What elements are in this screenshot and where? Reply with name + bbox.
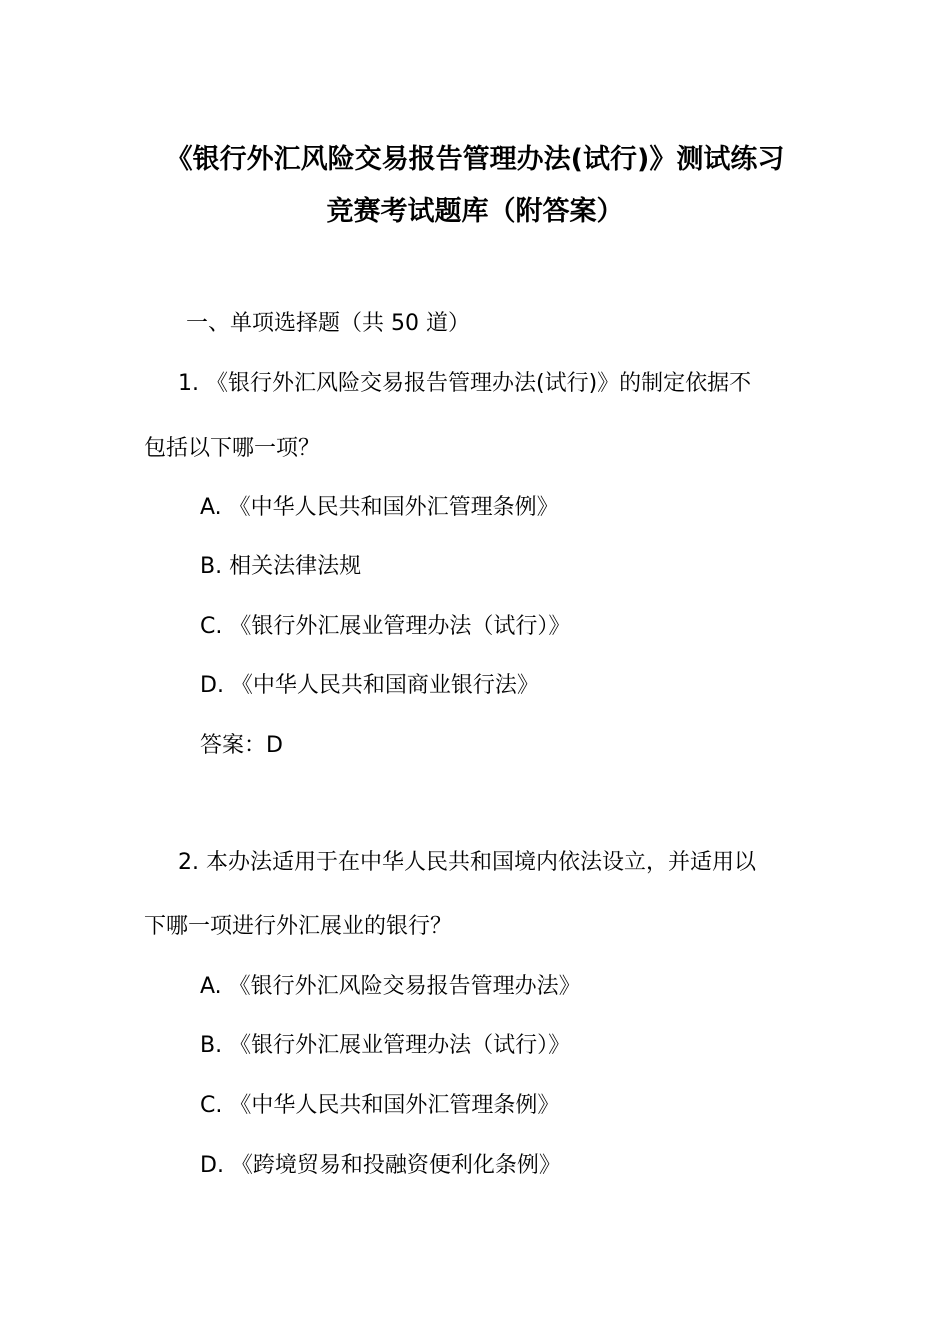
question-1-stem-line-2: 包括以下哪一项？ [144, 436, 321, 461]
document-title-line-1: 《银行外汇风险交易报告管理办法(试行)》测试练习 [165, 144, 785, 175]
section-heading: 一、单项选择题（共 50 道） [186, 311, 470, 336]
question-2-option-c: C. 《中华人民共和国外汇管理条例》 [200, 1093, 560, 1118]
question-1-option-d: D. 《中华人民共和国商业银行法》 [200, 673, 539, 698]
question-2-stem-line-2: 下哪一项进行外汇展业的银行？ [144, 914, 453, 939]
question-1-option-c: C. 《银行外汇展业管理办法（试行）》 [200, 614, 571, 639]
question-2-stem-line-1: 2. 本办法适用于在中华人民共和国境内依法设立，并适用以 [178, 850, 756, 875]
question-1-stem-line-1: 1. 《银行外汇风险交易报告管理办法(试行)》的制定依据不 [178, 371, 752, 396]
document-title-line-2: 竞赛考试题库（附答案） [326, 196, 624, 227]
question-2-option-a: A. 《银行外汇风险交易报告管理办法》 [200, 974, 581, 999]
question-1-answer: 答案：D [200, 733, 283, 758]
question-1-option-a: A. 《中华人民共和国外汇管理条例》 [200, 495, 559, 520]
question-2-option-b: B. 《银行外汇展业管理办法（试行）》 [200, 1033, 571, 1058]
question-1-option-b: B. 相关法律法规 [200, 554, 362, 579]
question-2-option-d: D. 《跨境贸易和投融资便利化条例》 [200, 1153, 561, 1178]
